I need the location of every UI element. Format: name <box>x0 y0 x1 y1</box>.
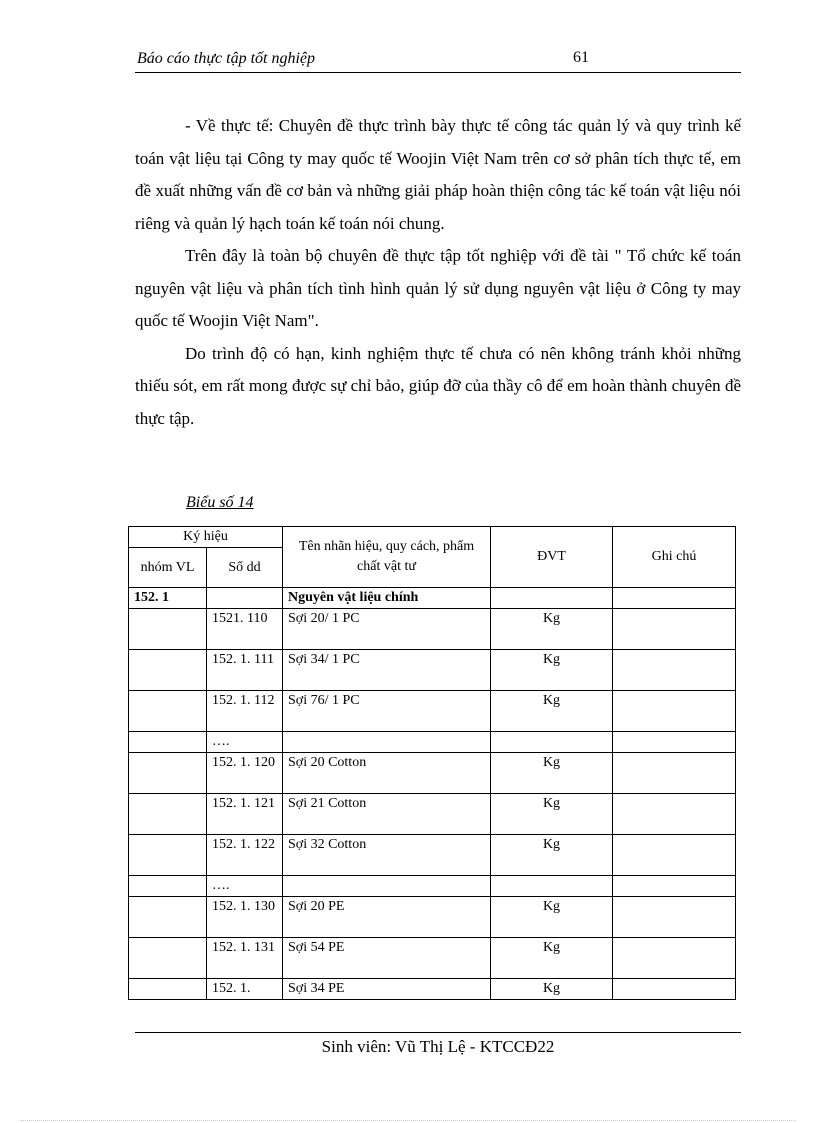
cell-so-dd: …. <box>207 732 283 753</box>
table-caption: Biểu số 14 <box>186 494 254 511</box>
cell-ghi-chu <box>613 794 736 835</box>
cell-nhom <box>129 835 207 876</box>
cell-so-dd: 152. 1. 130 <box>207 897 283 938</box>
cell-so-dd: 152. 1. 112 <box>207 691 283 732</box>
cell-ten: Sợi 34/ 1 PC <box>283 650 491 691</box>
header-title: Báo cáo thực tập tốt nghiệp <box>137 50 316 67</box>
cell-ghi-chu <box>613 753 736 794</box>
cell-ghi-chu <box>613 609 736 650</box>
cell-nhom <box>129 876 207 897</box>
cell-nhom <box>129 794 207 835</box>
cell-ten: Sợi 20/ 1 PC <box>283 609 491 650</box>
cell-so-dd: 152. 1. <box>207 979 283 1000</box>
table-row <box>129 732 736 753</box>
cell-dvt: Kg <box>491 650 613 691</box>
cell-so-dd: …. <box>207 876 283 897</box>
paragraph: - Về thực tế: Chuyên đề thực trình bày thực tế công tác quản lý và quy trình kế toán vật liệu tại Công ty may quốc tế Woojin Việt Nam trên cơ sở phân tích thực tế, em đề xuất những vấn đề cơ bản và những giải pháp hoàn thiện công tác kế toán vật liệu nói riêng và quản lý hạch toán kế toán nói chung. <box>135 116 741 233</box>
paragraph: Do trình độ có hạn, kinh nghiệm thực tế chưa có nên không tránh khỏi những thiếu sót, em rất mong được sự chỉ bảo, giúp đỡ của thầy cô để em hoàn thành chuyên đề thực tập. <box>135 343 741 428</box>
cell-dvt <box>491 876 613 897</box>
table-row <box>129 835 736 876</box>
cell-dvt: Kg <box>491 938 613 979</box>
cell-ten: Sợi 34 PE <box>283 979 491 1000</box>
cell-ghi-chu <box>613 588 736 609</box>
header-ky-hieu: Ký hiệu <box>129 527 283 548</box>
cell-so-dd <box>207 588 283 609</box>
table-row <box>129 794 736 835</box>
table-body <box>129 588 736 1000</box>
cell-ten: Sợi 76/ 1 PC <box>283 691 491 732</box>
cell-dvt: Kg <box>491 609 613 650</box>
table-row <box>129 897 736 938</box>
cell-dvt: Kg <box>491 979 613 1000</box>
cell-dvt: Kg <box>491 897 613 938</box>
cell-dvt: Kg <box>491 835 613 876</box>
header-ten: Tên nhãn hiệu, quy cách, phẩm chất vật tư <box>283 527 491 588</box>
page-edge-divider <box>20 1120 796 1121</box>
cell-so-dd: 1521. 110 <box>207 609 283 650</box>
cell-dvt: Kg <box>491 794 613 835</box>
cell-ten: Sợi 21 Cotton <box>283 794 491 835</box>
cell-ghi-chu <box>613 979 736 1000</box>
cell-ghi-chu <box>613 691 736 732</box>
cell-so-dd: 152. 1. 111 <box>207 650 283 691</box>
table-row <box>129 588 736 609</box>
table-row <box>129 650 736 691</box>
table-row <box>129 609 736 650</box>
body-text <box>135 110 741 435</box>
cell-ten: Sợi 54 PE <box>283 938 491 979</box>
cell-so-dd: 152. 1. 120 <box>207 753 283 794</box>
cell-ghi-chu <box>613 650 736 691</box>
cell-so-dd: 152. 1. 131 <box>207 938 283 979</box>
header-dvt: ĐVT <box>491 527 613 588</box>
cell-dvt <box>491 732 613 753</box>
table-row <box>129 753 736 794</box>
cell-ten: Sợi 20 Cotton <box>283 753 491 794</box>
cell-nhom <box>129 938 207 979</box>
cell-ghi-chu <box>613 732 736 753</box>
materials-table <box>128 526 736 1000</box>
cell-nhom <box>129 650 207 691</box>
cell-so-dd: 152. 1. 122 <box>207 835 283 876</box>
page-number: 61 <box>573 49 589 66</box>
table-row <box>129 691 736 732</box>
cell-dvt: Kg <box>491 753 613 794</box>
cell-nhom <box>129 691 207 732</box>
header-ghi-chu: Ghi chú <box>613 527 736 588</box>
cell-dvt <box>491 588 613 609</box>
header-nhom-vl: nhóm VL <box>129 548 207 588</box>
cell-nhom <box>129 897 207 938</box>
cell-so-dd: 152. 1. 121 <box>207 794 283 835</box>
cell-nhom <box>129 979 207 1000</box>
paragraph: Trên đây là toàn bộ chuyên đề thực tập tốt nghiệp với đề tài " Tổ chức kế toán nguyên vật liệu và phân tích tình hình quản lý sử dụng nguyên vật liệu ở Công ty may quốc tế Woojin Việt Nam". <box>135 246 741 330</box>
table-row <box>129 979 736 1000</box>
cell-ten <box>283 732 491 753</box>
cell-ghi-chu <box>613 897 736 938</box>
cell-ghi-chu <box>613 876 736 897</box>
cell-nhom: 152. 1 <box>129 588 207 609</box>
cell-ten: Sợi 20 PE <box>283 897 491 938</box>
cell-nhom <box>129 609 207 650</box>
cell-ghi-chu <box>613 938 736 979</box>
cell-dvt: Kg <box>491 691 613 732</box>
cell-nhom <box>129 753 207 794</box>
cell-ten: Sợi 32 Cotton <box>283 835 491 876</box>
cell-ten: Nguyên vật liệu chính <box>283 588 491 609</box>
page-header <box>135 46 741 73</box>
header-so-dd: Sổ dd <box>207 548 283 588</box>
cell-ten <box>283 876 491 897</box>
cell-nhom <box>129 732 207 753</box>
page-footer: Sinh viên: Vũ Thị Lệ - KTCCĐ22 <box>135 1032 741 1057</box>
cell-ghi-chu <box>613 835 736 876</box>
table-row <box>129 938 736 979</box>
table-row <box>129 876 736 897</box>
